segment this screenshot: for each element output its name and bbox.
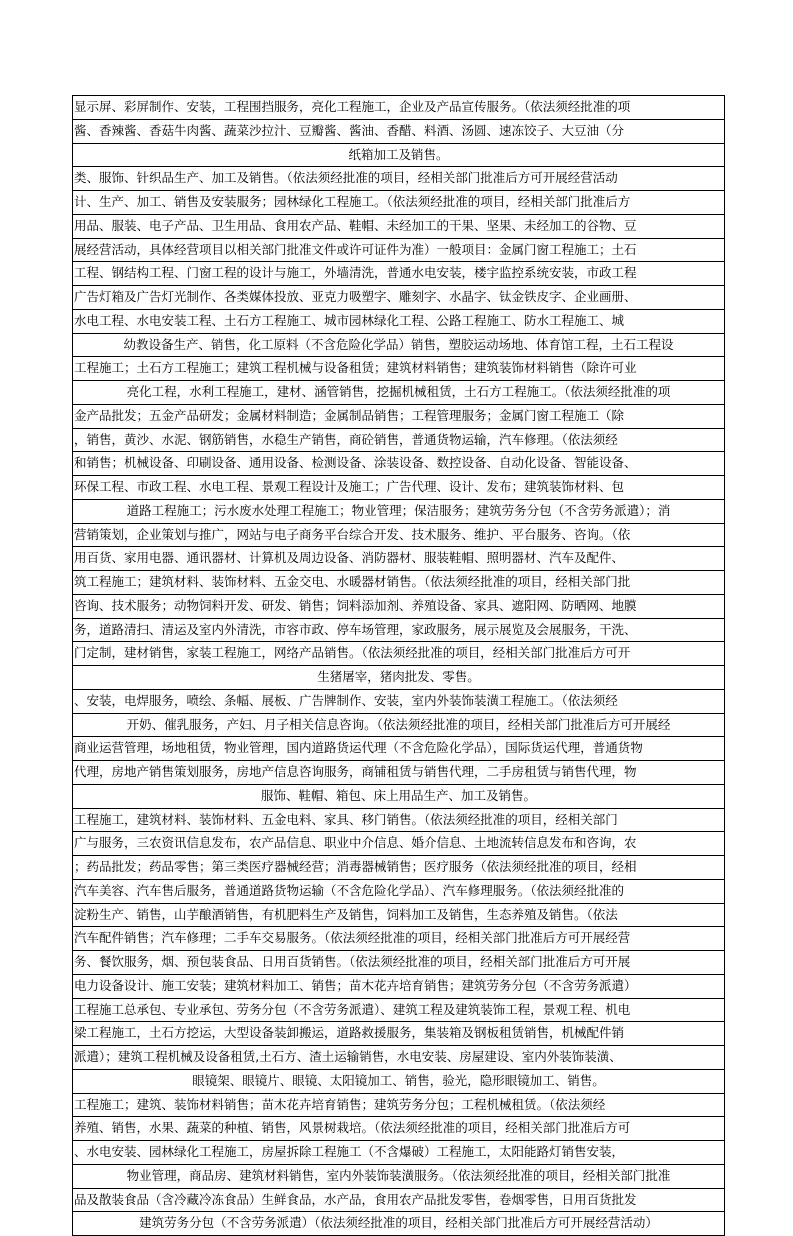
table-row bbox=[73, 1189, 724, 1213]
row-text: 汽车配件销售；汽车修理；二手车交易服务。（依法须经批准的项目，经相关部门批准后方可开展经营 bbox=[74, 930, 631, 946]
row-text: 酱、香辣酱、香菇牛肉酱、蔬菜沙拉汁、豆瓣酱、酱油、香醋、料酒、汤圆、速冻饺子、大豆油（分 bbox=[74, 122, 625, 138]
row-text: 生猪屠宰，猪肉批发、零售。 bbox=[317, 669, 480, 684]
table-row bbox=[73, 690, 724, 714]
table-row bbox=[73, 927, 724, 951]
table-row bbox=[73, 1094, 724, 1118]
table-row bbox=[73, 1022, 724, 1046]
row-text: 工程施工；建筑、装饰材料销售；苗木花卉培育销售；建筑劳务分包；工程机械租赁。（依法须经 bbox=[74, 1096, 606, 1112]
row-text: ，销售，黄沙、水泥、钢筋销售，水稳生产销售，商砼销售，普通货物运输，汽车修理。（依法须经 bbox=[74, 431, 618, 447]
row-text: 派遣）；建筑工程机械及设备租赁,土石方、渣土运输销售，水电安装、房屋建设、室内外装饰装潢、 bbox=[74, 1049, 622, 1064]
table-row bbox=[73, 215, 724, 239]
table-row bbox=[73, 785, 724, 809]
business-scope-table bbox=[72, 95, 725, 1236]
row-text: 门定制，建材销售，家装工程施工，网络产品销售。（依法须经批准的项目，经相关部门批准后方可开 bbox=[74, 645, 631, 661]
table-row bbox=[73, 120, 724, 144]
row-text: 务、餐饮服务，烟、预包装食品、日用百货销售。（依法须经批准的项目，经相关部门批准后方可开展 bbox=[74, 954, 631, 969]
row-text: 代理，房地产销售策划服务，房地产信息咨询服务，商铺租赁与销售代理，二手房租赁与销售代理，物 bbox=[74, 764, 637, 779]
row-text: 用百货、家用电器、通讯器材、计算机及周边设备、消防器材、服装鞋帽、照明器材、汽车及配件、 bbox=[74, 550, 625, 566]
table-row bbox=[73, 262, 724, 286]
table-row bbox=[73, 452, 724, 476]
table-row bbox=[73, 357, 724, 381]
row-text: 电力设备设计、施工安装；建筑材料加工、销售；苗木花卉培育销售；建筑劳务分包（不含劳务派遣） bbox=[74, 977, 637, 993]
row-text: 计、生产、加工、销售及安装服务；园林绿化工程施工。（依法须经批准的项目，经相关部门批准后方 bbox=[74, 194, 631, 209]
table-row bbox=[73, 975, 724, 999]
row-text: 工程施工；土石方工程施工；建筑工程机械与设备租赁；建筑材料销售；建筑装饰材料销售（除许可业 bbox=[74, 360, 637, 376]
row-text: 和销售；机械设备、印刷设备、通用设备、检测设备、涂装设备、数控设备、自动化设备、智能设备、 bbox=[74, 455, 637, 471]
row-text: 工程、钢结构工程、门窗工程的设计与施工，外墙清洗，普通水电安装，楼宇监控系统安装，市政工程 bbox=[74, 265, 637, 281]
row-text: 道路工程施工；污水废水处理工程施工；物业管理；保洁服务；建筑劳务分包（不含劳务派遣）；消 bbox=[126, 502, 671, 518]
table-row bbox=[73, 1117, 724, 1141]
table-row bbox=[73, 571, 724, 595]
row-text: 营销策划，企业策划与推广，网站与电子商务平台综合开发、技术服务、维护、平台服务、咨询。（依 bbox=[74, 526, 631, 542]
table-row bbox=[73, 999, 724, 1023]
table-row bbox=[73, 1165, 724, 1189]
row-text: 眼镜架、眼镜片、眼镜、太阳镜加工、销售，验光，隐形眼镜加工、销售。 bbox=[192, 1072, 605, 1088]
table-row bbox=[73, 832, 724, 856]
table-row bbox=[73, 1046, 724, 1070]
row-text: 梁工程施工，土石方挖运，大型设备装卸搬运，道路救援服务，集装箱及钢板租赁销售，机械配件销 bbox=[74, 1025, 625, 1041]
row-text: 筑工程施工；建筑材料、装饰材料、五金交电、水暖器材销售。（依法须经批准的项目，经相关部门批 bbox=[74, 574, 631, 589]
table-row bbox=[73, 1212, 724, 1236]
table-row bbox=[73, 191, 724, 215]
row-text: 显示屏、彩屏制作、安装，工程围挡服务，亮化工程施工，企业及产品宣传服务。（依法须经批准的项 bbox=[74, 99, 631, 114]
row-text: 环保工程、市政工程、水电工程、景观工程设计及施工；广告代理、设计、发布；建筑装饰材料、包 bbox=[74, 479, 625, 494]
row-text: ；药品批发；药品零售；第三类医疗器械经营；消毒器械销售；医疗服务（依法须经批准的项目，经相 bbox=[74, 859, 637, 874]
table-row bbox=[73, 310, 724, 334]
row-text: 淀粉生产、销售，山芋酿酒销售，有机肥料生产及销售，饲料加工及销售，生态养殖及销售。（依法 bbox=[74, 906, 618, 922]
table-row bbox=[73, 500, 724, 524]
table-row bbox=[73, 547, 724, 571]
table-row bbox=[73, 951, 724, 975]
table-row bbox=[73, 761, 724, 785]
row-text: 开奶、催乳服务，产妇、月子相关信息咨询。（依法须经批准的项目，经相关部门批准后方可开展经 bbox=[126, 716, 671, 732]
table-row bbox=[73, 1070, 724, 1094]
table-row bbox=[73, 96, 724, 120]
table-row bbox=[73, 524, 724, 548]
table-row bbox=[73, 642, 724, 666]
row-text: 用品、服装、电子产品、卫生用品、食用农产品、鞋帽、未经加工的干果、坚果、未经加工的谷物、豆 bbox=[74, 217, 637, 233]
row-text: 幼教设备生产、销售，化工原料（不含危险化学品）销售，塑胶运动场地、体育馆工程，土石工程设 bbox=[123, 336, 674, 352]
table-row bbox=[73, 239, 724, 263]
table-row bbox=[73, 595, 724, 619]
table-row bbox=[73, 809, 724, 833]
row-text: 咨询、技术服务；动物饲料开发、研发、销售；饲料添加剂、养殖设备、家具、遮阳网、防晒网、地膜 bbox=[74, 597, 637, 613]
row-text: 亮化工程，水利工程施工，建材、涵管销售，挖掘机械租赁，土石方工程施工。（依法须经批准的项 bbox=[126, 384, 671, 399]
table-row bbox=[73, 167, 724, 191]
row-text: 纸箱加工及销售。 bbox=[348, 146, 449, 162]
row-text: 展经营活动，具体经营项目以相关部门批准文件或许可证件为准）一般项目：金属门窗工程施工；土石 bbox=[74, 241, 637, 257]
table-row bbox=[73, 405, 724, 429]
table-row bbox=[73, 334, 724, 358]
row-text: 汽车美容、汽车售后服务，普通道路货物运输（不含危险化学品）、汽车修理服务。（依法须经批准的 bbox=[74, 882, 625, 898]
table-row bbox=[73, 144, 724, 168]
row-text: 品及散装食品（含冷藏冷冻食品）生鲜食品，水产品，食用农产品批发零售，卷烟零售，日用百货批发 bbox=[74, 1191, 637, 1207]
table-row bbox=[73, 429, 724, 453]
table-row bbox=[73, 1141, 724, 1165]
table-row bbox=[73, 381, 724, 405]
row-text: 水电工程、水电安装工程、土石方工程施工、城市园林绿化工程、公路工程施工、防水工程施工、城 bbox=[74, 312, 625, 328]
table-row bbox=[73, 880, 724, 904]
row-text: 养殖、销售，水果、蔬菜的种植、销售，风景树栽培。（依法须经批准的项目，经相关部门批准后方可 bbox=[74, 1120, 631, 1136]
row-text: 广告灯箱及广告灯光制作、各类媒体投放、亚克力吸塑字、雕刻字、水晶字、钛金铁皮字、企业画册、 bbox=[74, 289, 637, 304]
row-text: 服饰、鞋帽、箱包、床上用品生产、加工及销售。 bbox=[260, 787, 536, 803]
row-text: 类、服饰、针织品生产、加工及销售。（依法须经批准的项目，经相关部门批准后方可开展经营活动 bbox=[74, 170, 618, 186]
row-text: 商业运营管理，场地租赁，物业管理，国内道路货运代理（不含危险化学品），国际货运代理，普通货物 bbox=[74, 740, 643, 756]
table-row bbox=[73, 714, 724, 738]
row-text: 金产品批发；五金产品研发；金属材料制造；金属制品销售；工程管理服务；金属门窗工程施工（除 bbox=[74, 407, 625, 423]
table-row bbox=[73, 737, 724, 761]
row-text: 、水电安装、园林绿化工程施工，房屋拆除工程施工（不含爆破）工程施工，太阳能路灯销售安装， bbox=[74, 1144, 625, 1159]
table-row bbox=[73, 904, 724, 928]
table-row bbox=[73, 856, 724, 880]
row-text: 工程施工总承包、专业承包、劳务分包（不含劳务派遣）、建筑工程及建筑装饰工程，景观工程、机电 bbox=[74, 1001, 631, 1017]
row-text: 物业管理，商品房、建筑材料销售，室内外装饰装潢服务。（依法须经批准的项目，经相关部门批准 bbox=[126, 1167, 671, 1183]
table-row bbox=[73, 476, 724, 500]
row-text: 工程施工，建筑材料、装饰材料、五金电料、家具、移门销售。（依法须经批准的项目，经相关部门 bbox=[74, 811, 618, 827]
row-text: 建筑劳务分包（不含劳务派遣）（依法须经批准的项目，经相关部门批准后方可开展经营活动） bbox=[139, 1215, 658, 1231]
table-row bbox=[73, 619, 724, 643]
row-text: 务，道路清扫、清运及室内外清洗，市容市政、停车场管理，家政服务，展示展览及会展服务，干洗、 bbox=[74, 621, 637, 637]
table-row bbox=[73, 666, 724, 690]
table-row bbox=[73, 286, 724, 310]
row-text: 、安装，电焊服务，喷绘、条幅、展板、广告牌制作、安装，室内外装饰装潢工程施工。（依法须经 bbox=[74, 692, 618, 708]
row-text: 广与服务，三农资讯信息发布，农产品信息、职业中介信息、婚介信息、土地流转信息发布和咨询，农 bbox=[74, 835, 637, 851]
